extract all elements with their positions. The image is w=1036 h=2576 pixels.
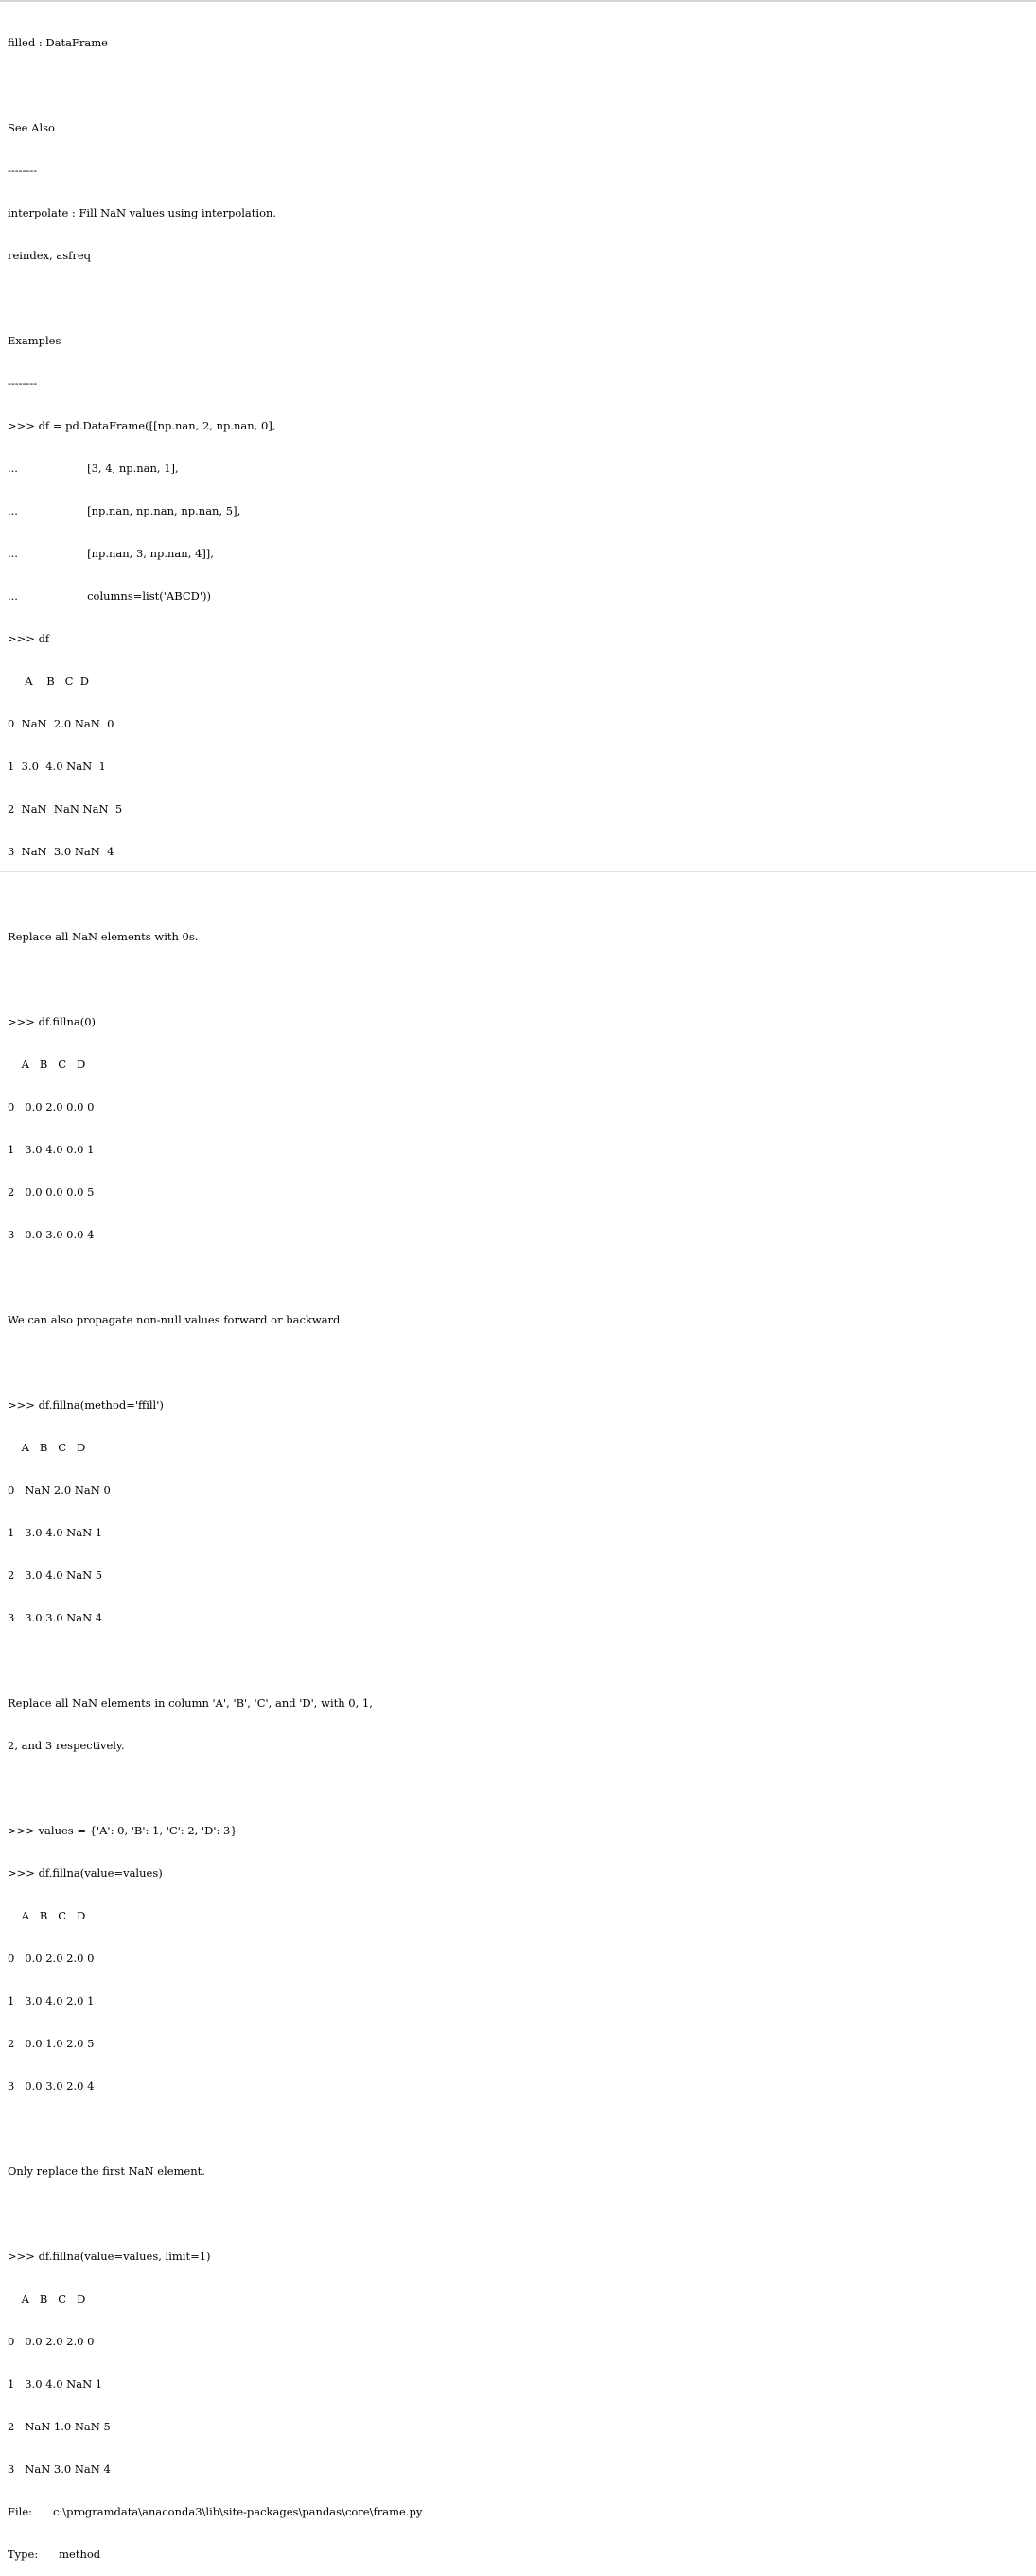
blank-line — [8, 1356, 422, 1370]
blank-line — [8, 79, 422, 93]
table-row: 0 0.0 2.0 0.0 0 — [8, 1100, 95, 1113]
pager-bottom-border — [0, 871, 1036, 872]
table-row: 3 0.0 3.0 0.0 4 — [8, 1228, 95, 1241]
see-also-interpolate: interpolate : Fill NaN values using interpolation. — [8, 206, 277, 219]
code-line: >>> df = pd.DataFrame([[np.nan, 2, np.nan, 0], — [8, 419, 276, 432]
table-row: 1 3.0 4.0 NaN 1 — [8, 1526, 103, 1539]
table-header-row: A B C D — [8, 1441, 86, 1454]
help-pager-text — [8, 8, 422, 2576]
table-row: 2 0.0 0.0 0.0 5 — [8, 1185, 95, 1199]
table-row: 2 NaN NaN NaN 5 — [8, 802, 123, 815]
table-row: 1 3.0 4.0 NaN 1 — [8, 2377, 103, 2391]
table-row: 1 3.0 4.0 NaN 1 — [8, 760, 106, 773]
table-row: 3 0.0 3.0 2.0 4 — [8, 2079, 95, 2093]
blank-line — [8, 1270, 422, 1285]
type-line: Type: method — [8, 2548, 101, 2561]
description-line: 2, and 3 respectively. — [8, 1739, 125, 1752]
table-row: 2 0.0 1.0 2.0 5 — [8, 2037, 95, 2050]
pager-top-border — [0, 0, 1036, 2]
description-line: Only replace the first NaN element. — [8, 2164, 205, 2178]
table-header-row: A B C D — [8, 1058, 86, 1071]
table-header-row: A B C D — [8, 2292, 86, 2305]
code-line: >>> df — [8, 632, 50, 645]
table-row: 1 3.0 4.0 2.0 1 — [8, 1994, 95, 2007]
blank-line — [8, 887, 422, 902]
returns-line: filled : DataFrame — [8, 36, 108, 49]
table-row: 3 3.0 3.0 NaN 4 — [8, 1611, 103, 1624]
description-line: We can also propagate non-null values forward or backward. — [8, 1313, 344, 1326]
description-line: Replace all NaN elements in column 'A', 'B', 'C', and 'D', with 0, 1, — [8, 1696, 373, 1709]
blank-line — [8, 291, 422, 306]
table-row: 0 0.0 2.0 2.0 0 — [8, 2335, 95, 2348]
table-row: 2 3.0 4.0 NaN 5 — [8, 1568, 103, 1582]
code-line: >>> values = {'A': 0, 'B': 1, 'C': 2, 'D': 3} — [8, 1824, 237, 1837]
blank-line — [8, 1654, 422, 1668]
code-line: >>> df.fillna(0) — [8, 1015, 97, 1028]
code-line: ... columns=list('ABCD')) — [8, 589, 212, 603]
code-line: >>> df.fillna(value=values, limit=1) — [8, 2250, 211, 2263]
table-row: 3 NaN 3.0 NaN 4 — [8, 2462, 111, 2476]
file-path-line: File: c:\programdata\anaconda3\lib\site-packages\pandas\core\frame.py — [8, 2505, 423, 2518]
blank-line — [8, 2122, 422, 2136]
examples-heading: Examples — [8, 334, 61, 347]
see-also-reindex: reindex, asfreq — [8, 249, 92, 262]
code-line: ... [3, 4, np.nan, 1], — [8, 462, 179, 475]
code-line: ... [np.nan, np.nan, np.nan, 5], — [8, 504, 241, 517]
table-row: 0 0.0 2.0 2.0 0 — [8, 1952, 95, 1965]
table-header-row: A B C D — [8, 1909, 86, 1922]
description-line: Replace all NaN elements with 0s. — [8, 930, 199, 943]
blank-line — [8, 1781, 422, 1796]
heading-underline: -------- — [8, 377, 38, 390]
blank-line — [8, 973, 422, 987]
table-row: 1 3.0 4.0 0.0 1 — [8, 1143, 95, 1156]
blank-line — [8, 2207, 422, 2221]
code-line: >>> df.fillna(value=values) — [8, 1866, 163, 1880]
code-line: >>> df.fillna(method='ffill') — [8, 1398, 164, 1411]
table-header-row: A B C D — [8, 675, 89, 688]
see-also-heading: See Also — [8, 121, 55, 134]
code-line: ... [np.nan, 3, np.nan, 4]], — [8, 547, 214, 560]
table-row: 0 NaN 2.0 NaN 0 — [8, 717, 114, 730]
heading-underline: -------- — [8, 164, 38, 177]
table-row: 0 NaN 2.0 NaN 0 — [8, 1483, 111, 1497]
table-row: 2 NaN 1.0 NaN 5 — [8, 2420, 111, 2433]
table-row: 3 NaN 3.0 NaN 4 — [8, 845, 114, 858]
